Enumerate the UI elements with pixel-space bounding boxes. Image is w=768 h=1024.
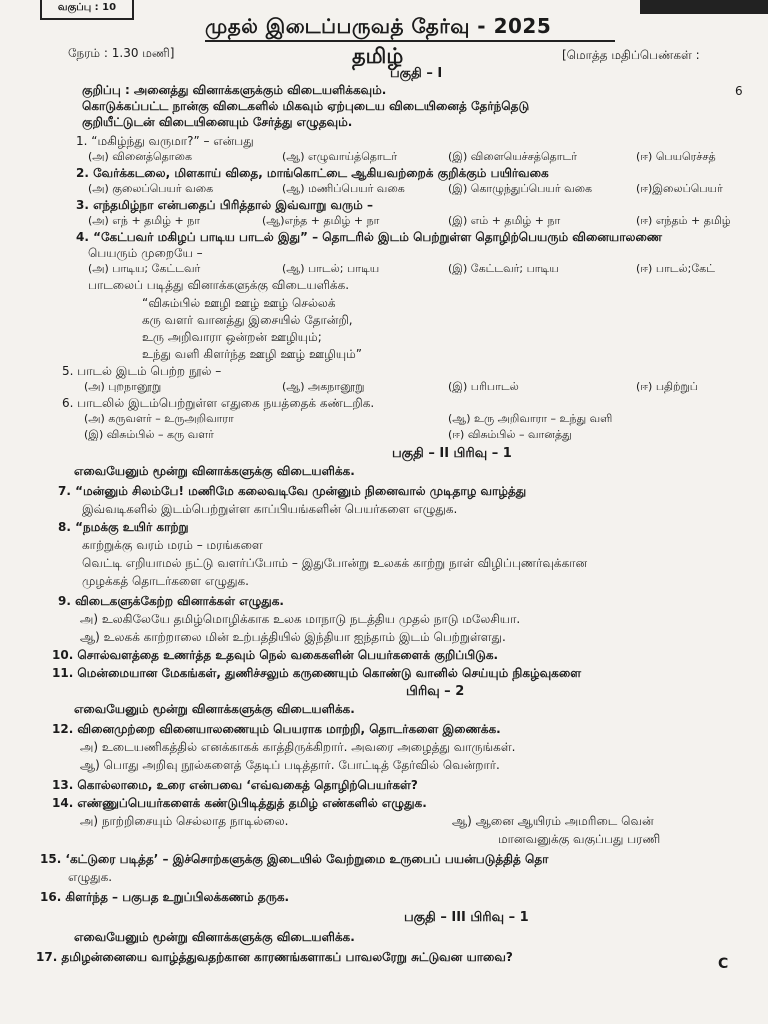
q5-option-b: (ஆ) அகநானூறு [282, 380, 365, 393]
question-12a: அ) உடையணிகத்தில் எனக்காகக் காத்திருக்கிறார். அவரை அழைத்து வாருங்கள். [80, 740, 516, 754]
q5-option-a: (அ) புறநானூறு [84, 380, 162, 393]
question-9b: ஆ) உலகக் காற்றாலை மின் உற்பத்தியில் இந்தியா ஐந்தாம் இடம் பெற்றுள்ளது. [80, 630, 506, 644]
part1-note: குறியீட்டுடன் விடையினையும் சேர்த்து எழுதவும். [82, 115, 353, 129]
q1-option-c: (இ) விளையெச்சத்தொடர் [448, 150, 577, 163]
q5-option-d: (ஈ) பதிற்றுப் [636, 380, 698, 393]
part2-instruction: எவையேனும் மூன்று வினாக்களுக்கு விடையளிக்க. [74, 464, 355, 478]
exam-time: நேரம் : 1.30 மணி] [68, 46, 175, 60]
question-9: 9. விடைகளுக்கேற்ற வினாக்கள் எழுதுக. [58, 594, 284, 608]
class-box: வகுப்பு : 10 [40, 0, 134, 20]
q4-option-a: (அ) பாடிய; கேட்டவர் [88, 262, 201, 275]
question-15: 15. ‘கட்டுரை படித்த’ – இச்சொற்களுக்கு இடையில் வேற்றுமை உருபைப் பயன்படுத்தித் தொ [40, 852, 549, 866]
q1-option-b: (ஆ) எழுவாய்த்தொடர் [282, 150, 398, 163]
part2-section2-heading: பிரிவு – 2 [406, 684, 465, 699]
subject-name: தமிழ் [352, 44, 404, 68]
q4-option-d: (ஈ) பாடல்;கேட் [636, 262, 715, 275]
question-4: 4. “கேட்பவர் மகிழப் பாடிய பாடல் இது” – தொடரில் இடம் பெற்றுள்ள தொழிற்பெயரும் வினையாலணை [76, 230, 663, 244]
q2-option-a: (அ) குலைப்பெயர் வகை [88, 182, 214, 195]
question-12b: ஆ) பொது அறிவு நூல்களைத் தேடிப் படித்தார். போட்டித் தேர்வில் வென்றார். [80, 758, 500, 772]
part1-note: கொடுக்கப்பட்ட நான்கு விடைகளில் மிகவும் ஏற்புடைய விடையினைத் தேர்ந்தெடு [82, 99, 530, 113]
question-12: 12. வினைமுற்றை வினையாலணையும் பெயராக மாற்றி, தொடர்களை இணைக்க. [52, 722, 501, 736]
question-9a: அ) உலகிலேயே தமிழ்மொழிக்காக உலக மாநாடு நடத்திய முதல் நாடு மலேசியா. [80, 612, 521, 626]
q6-option-c: (இ) விசும்பில் – கரு வளர் [84, 428, 214, 441]
register-number-grid [640, 0, 768, 14]
q6-option-d: (ஈ) விசும்பில் – வானத்து [448, 428, 572, 441]
question-1: 1. “மகிழ்ந்து வருமா?” – என்பது [76, 134, 254, 148]
question-11: 11. மென்மையான மேகங்கள், துணிச்சலும் கருணையும் கொண்டு வானில் செய்யும் நிகழ்வுகளை [52, 666, 582, 680]
q1-option-d: (ஈ) பெயரெச்சத் [636, 150, 716, 163]
poem-line: உரு அறிவாரா ஒன்றன் ஊழியும்; [142, 330, 322, 344]
q4-option-b: (ஆ) பாடல்; பாடிய [282, 262, 380, 275]
part2-section2-instruction: எவையேனும் மூன்று வினாக்களுக்கு விடையளிக்க. [74, 702, 355, 716]
question-3: 3. எந்தமிழ்நா என்பதைப் பிரித்தால் இவ்வாறு வரும் – [76, 198, 373, 212]
poem-intro: பாடலைப் படித்து வினாக்களுக்கு விடையளிக்க. [88, 278, 350, 292]
q1-option-a: (அ) வினைத்தொகை [88, 150, 192, 163]
question-2: 2. வேர்க்கடலை, மிளகாய் விதை, மாங்கொட்டை ஆகியவற்றைக் குறிக்கும் பயிர்வகை [76, 166, 549, 180]
part2-heading: பகுதி – II பிரிவு – 1 [392, 446, 512, 461]
question-7: 7. “மன்னும் சிலம்பே! மணிமே கலைவடிவே முன்னும் நினைவால் முடிதாழ வாழ்த்து [58, 484, 527, 498]
q2-option-b: (ஆ) மணிப்பெயர் வகை [282, 182, 405, 195]
exam-title: முதல் இடைப்பருவத் தேர்வு - 2025 [205, 14, 552, 38]
question-10: 10. சொல்வளத்தை உணர்த்த உதவும் நெல் வகைகளின் பெயர்களைக் குறிப்பிடுக. [52, 648, 499, 662]
q3-option-d: (ஈ) எந்தம் + தமிழ் [636, 214, 731, 227]
question-13: 13. கொல்லாமை, உரை என்பவை ‘எவ்வகைத் தொழிற்பெயர்கள்? [52, 778, 418, 792]
q2-option-d: (ஈ)இலைப்பெயர் [636, 182, 723, 195]
q5-option-c: (இ) பரிபாடல் [448, 380, 519, 393]
question-17: 17. தமிழன்னையை வாழ்த்துவதற்கான காரணங்களாகப் பாவலரேறு சுட்டுவன யாவை? [36, 950, 513, 964]
page-corner-mark: C [718, 956, 729, 972]
question-14: 14. எண்ணுப்பெயர்களைக் கண்டுபிடித்துத் தமிழ் எண்களில் எழுதுக. [52, 796, 427, 810]
question-14b: ஆ) ஆனை ஆயிரம் அமரிடை வென் [452, 814, 654, 828]
question-6: 6. பாடலில் இடம்பெற்றுள்ள எதுகை நயத்தைக் கண்டறிக. [62, 396, 375, 410]
question-14a: அ) நாற்றிசையும் செல்லாத நாடில்லை. [80, 814, 289, 828]
q4-option-c: (இ) கேட்டவர்; பாடிய [448, 262, 559, 275]
question-14b-cont: மானவனுக்கு வகுப்பது பரணி [498, 832, 661, 846]
question-15-cont: எழுதுக. [68, 870, 113, 884]
poem-line: “விசும்பில் ஊழி ஊழ் ஊழ் செல்லக் [142, 296, 336, 310]
part1-heading: பகுதி – I [390, 66, 443, 81]
q6-option-b: (ஆ) உரு அறிவாரா – உந்து வளி [448, 412, 613, 425]
question-4-cont: பெயரும் முறையே – [88, 246, 203, 260]
part1-marks: 6 [735, 84, 743, 98]
q3-option-b: (ஆ)எந்த + தமிழ் + நா [262, 214, 380, 227]
question-16: 16. கிளர்ந்த – பகுபத உறுப்பிலக்கணம் தருக. [40, 890, 290, 904]
total-marks: [மொத்த மதிப்பெண்கள் : [562, 48, 700, 62]
question-5: 5. பாடல் இடம் பெற்ற நூல் – [62, 364, 222, 378]
q3-option-a: (அ) எந் + தமிழ் + நா [88, 214, 201, 227]
question-8: 8. “நமக்கு உயிர் காற்று [58, 520, 189, 534]
q2-option-c: (இ) கொழுந்துப்பெயர் வகை [448, 182, 593, 195]
question-8-cont: முழக்கத் தொடர்களை எழுதுக. [82, 574, 249, 588]
title-underline [205, 40, 615, 42]
poem-line: கரு வளர் வானத்து இசையில் தோன்றி, [142, 313, 353, 327]
question-8-cont: வெட்டி எறியாமல் நட்டு வளர்ப்போம் – இதுபோன்று உலகக் காற்று நாள் விழிப்புணர்வுக்கான [82, 556, 588, 570]
poem-line: உந்து வளி கிளர்ந்த ஊழி ஊழ் ஊழியும்” [142, 347, 363, 361]
part3-instruction: எவையேனும் மூன்று வினாக்களுக்கு விடையளிக்க. [74, 930, 355, 944]
question-8-cont: காற்றுக்கு வரம் மரம் – மரங்களை [82, 538, 263, 552]
q6-option-a: (அ) கருவளர் – உருஅறிவாரா [84, 412, 234, 425]
q3-option-c: (இ) எம் + தமிழ் + நா [448, 214, 561, 227]
part1-note: குறிப்பு : அனைத்து வினாக்களுக்கும் விடையளிக்கவும். [82, 83, 387, 97]
part3-heading: பகுதி – III பிரிவு – 1 [404, 910, 529, 925]
question-7-cont: இவ்வடிகளில் இடம்பெற்றுள்ள காப்பியங்களின் பெயர்களை எழுதுக. [82, 502, 458, 516]
